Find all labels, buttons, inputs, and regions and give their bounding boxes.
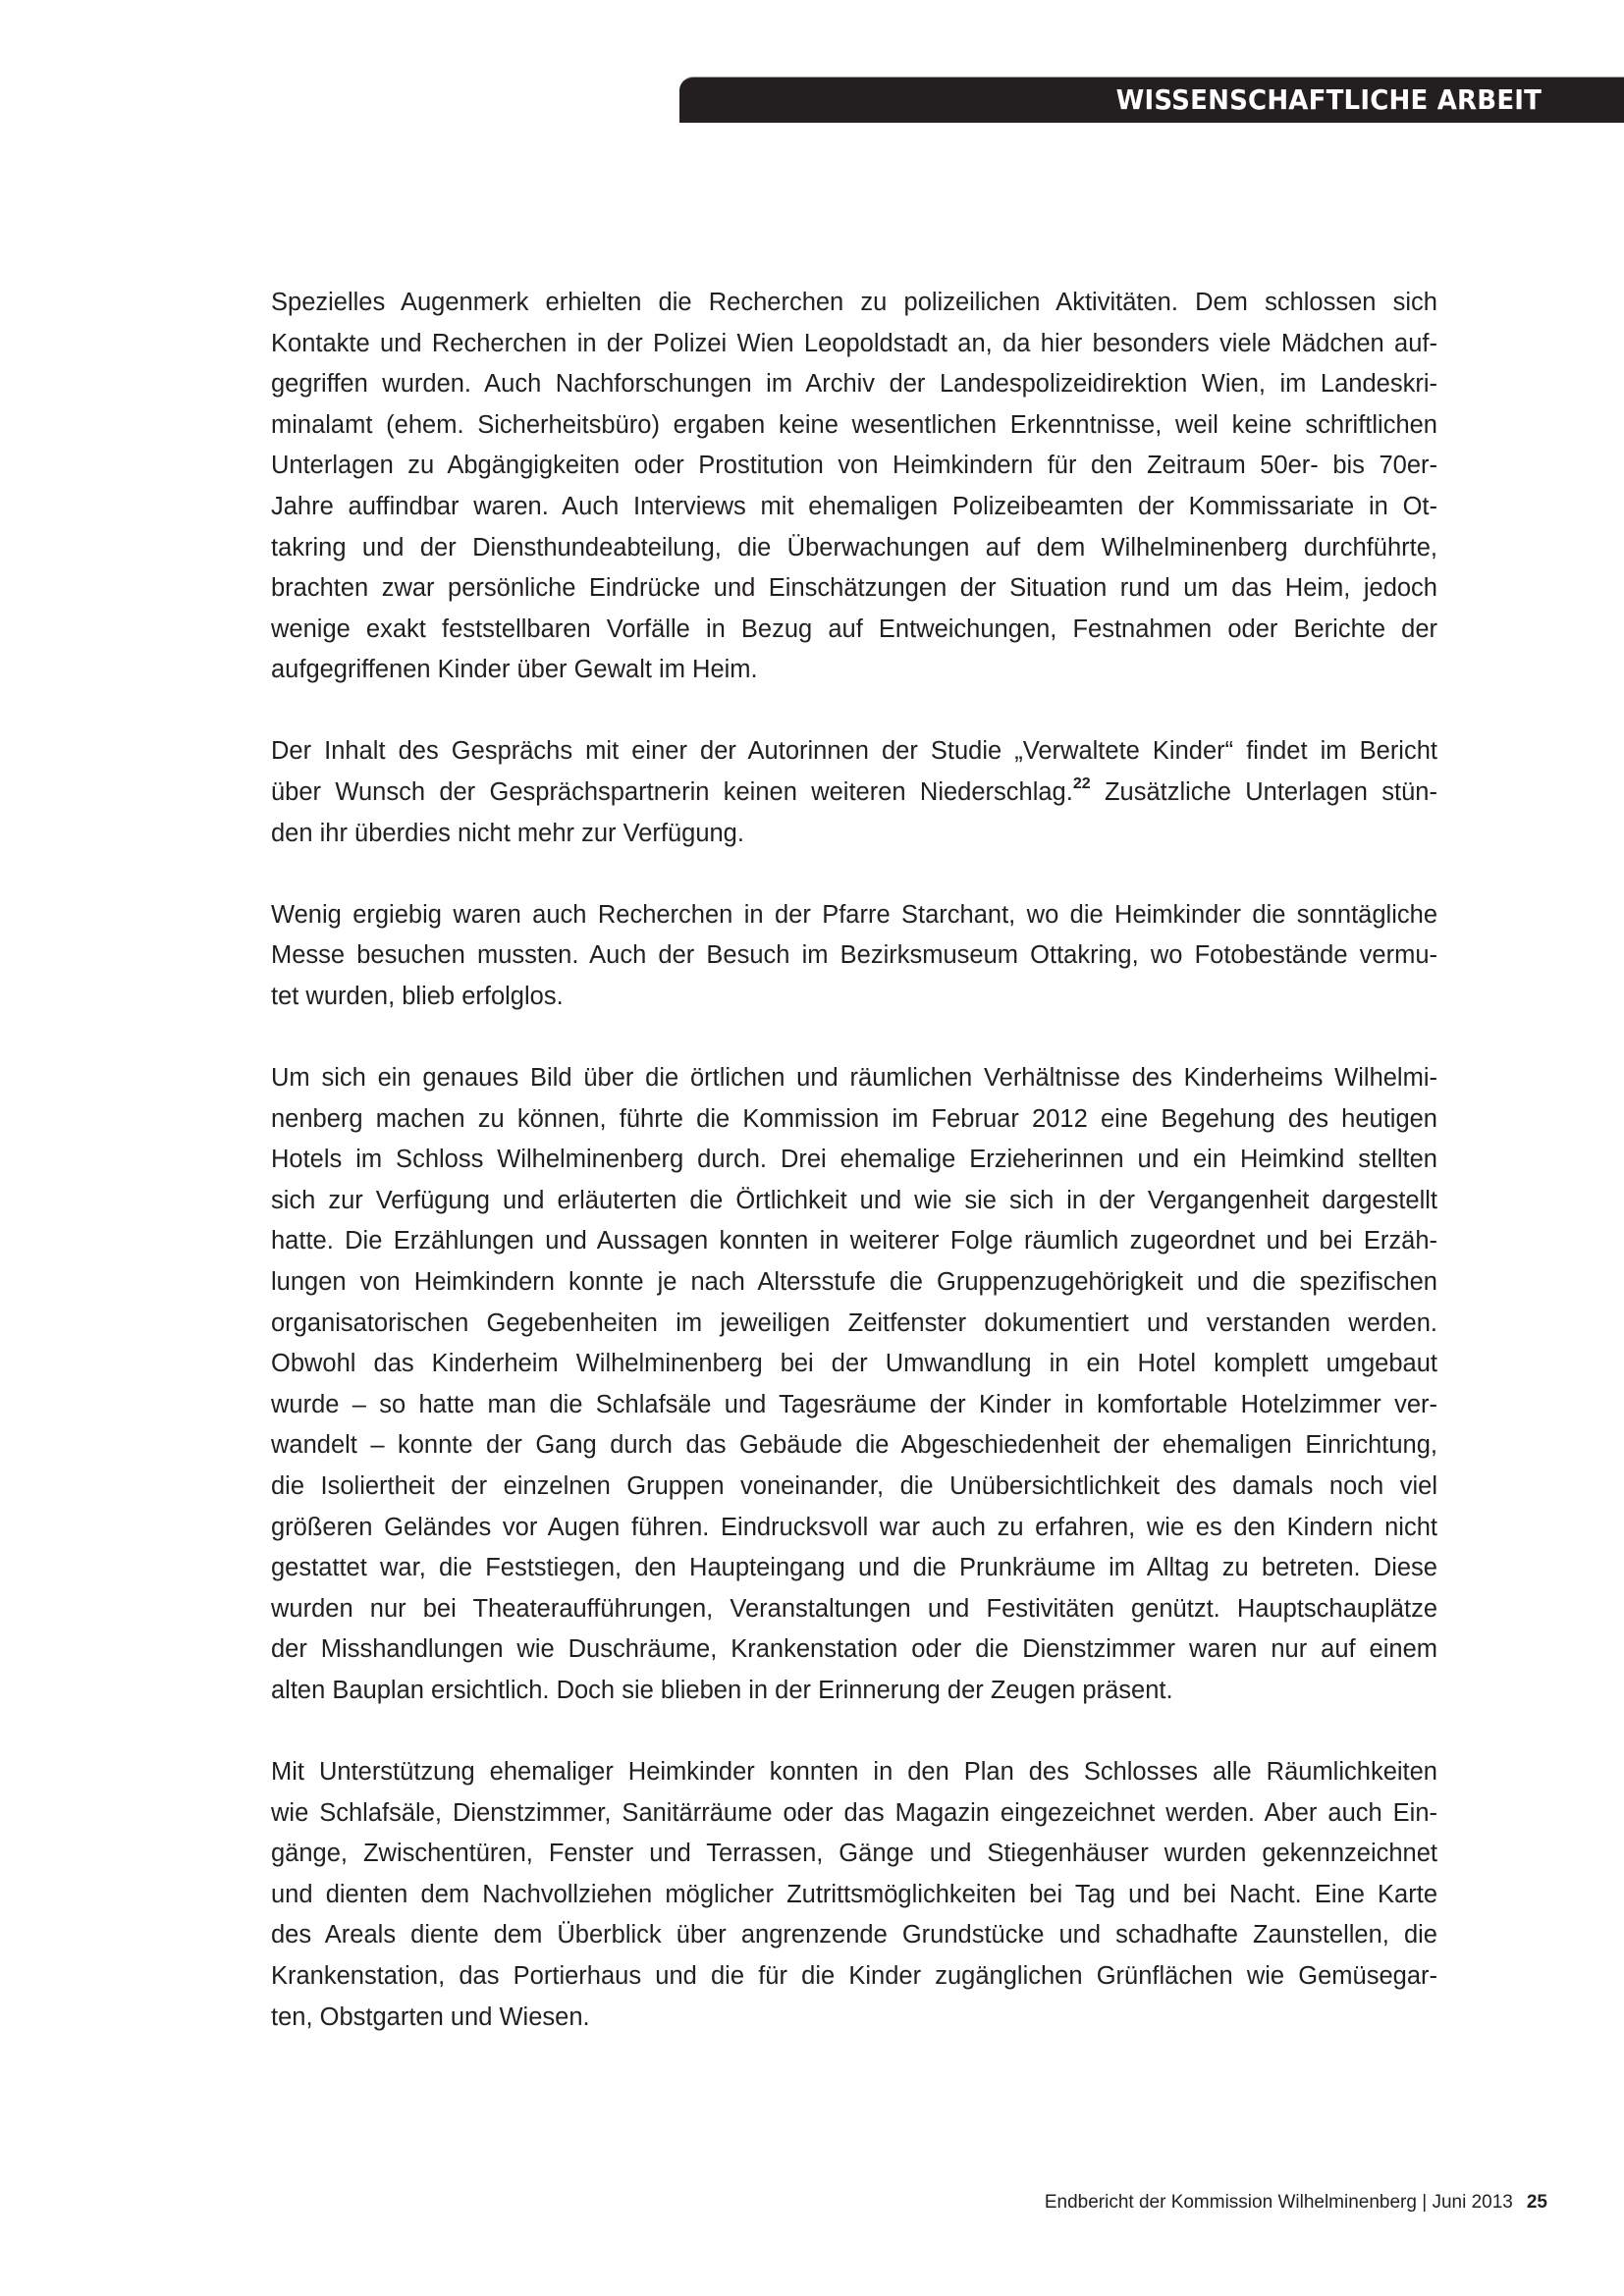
body-text [271,283,1437,2079]
text-line: aufgegriffenen Kinder über Gewalt im Heim. [271,656,758,684]
text-line: Krankenstation, das Portierhaus und die für die Kinder zugänglichen Grünflächen wie Gemüsegar- [271,1961,1437,1990]
text-line: ten, Obstgarten und Wiesen. [271,2002,590,2031]
text-line: nenberg machen zu können, führte die Kommission im Februar 2012 eine Begehung des heutigen [271,1104,1437,1133]
text-line: Jahre auffindbar waren. Auch Interviews mit ehemaligen Polizeibeamten der Kommissariate in Ot- [271,492,1437,520]
text-line: sich zur Verfügung und erläuterten die Örtlichkeit und wie sie sich in der Vergangenheit dargestellt [271,1186,1437,1214]
text-line: hatte. Die Erzählungen und Aussagen konnten in weiterer Folge räumlich zugeordnet und bei Erzäh- [271,1227,1437,1255]
text-line: takring und der Diensthundeabteilung, die Überwachungen auf dem Wilhelminenberg durchführte, [271,533,1437,561]
text-segment: über Wunsch der Gesprächspartnerin keinen weiteren Niederschlag. [271,778,1073,807]
text-line: lungen von Heimkindern konnte je nach Altersstufe die Gruppenzugehörigkeit und die spezifischen [271,1267,1437,1296]
text-line: größeren Geländes vor Augen führen. Eindrucksvoll war auch zu erfahren, wie es den Kindern nicht [271,1513,1437,1541]
text-line: gegriffen wurden. Auch Nachforschungen im Archiv der Landespolizeidirektion Wien, im Landeskri- [271,370,1437,399]
text-line: Unterlagen zu Abgängigkeiten oder Prostitution von Heimkindern für den Zeitraum 50er- bis 70er- [271,452,1437,480]
paragraph-parish-research [271,895,1437,1018]
text-line: wurde – so hatte man die Schlafsäle und Tagesräume der Kinder in komfortable Hotelzimmer ver- [271,1390,1437,1418]
text-line: des Areals diente dem Überblick über angrenzende Grundstücke und schadhafte Zaunstellen, die [271,1921,1437,1949]
section-header-bar [679,77,1624,123]
text-line: wie Schlafsäle, Dienstzimmer, Sanitärräume oder das Magazin eingezeichnet werden. Aber auch Ein- [271,1798,1437,1827]
text-line: minalamt (ehem. Sicherheitsbüro) ergaben keine wesentlichen Erkenntnisse, weil keine schriftlichen [271,410,1437,439]
text-line: Um sich ein genaues Bild über die örtlichen und räumlichen Verhältnisse des Kinderheims Wilhelmi- [271,1064,1437,1092]
paragraph-police-research [271,283,1437,691]
paragraph-castle-plan [271,1752,1437,2038]
text-line: alten Bauplan ersichtlich. Doch sie blieben in der Erinnerung der Zeugen präsent. [271,1676,1173,1704]
text-line: Kontakte und Recherchen in der Polizei Wien Leopoldstadt an, da hier besonders viele Mädchen auf- [271,329,1437,357]
text-line: der Misshandlungen wie Duschräume, Krankenstation oder die Dienstzimmer waren nur auf einem [271,1635,1437,1664]
text-line: Wenig ergiebig waren auch Recherchen in der Pfarre Starchant, wo die Heimkinder die sonntägliche [271,900,1437,929]
text-line: Hotels im Schloss Wilhelminenberg durch. Drei ehemalige Erzieherinnen und ein Heimkind stellten [271,1146,1437,1174]
paragraph-author-conversation [271,731,1437,854]
text-line-with-footnote [271,773,1437,814]
text-line: wurden nur bei Theateraufführungen, Veranstaltungen und Festivitäten genützt. Hauptschauplätze [271,1594,1437,1623]
text-line: gestattet war, die Feststiegen, den Haupteingang und die Prunkräume im Alltag zu betreten. Diese [271,1554,1437,1582]
footnote-reference[interactable]: 22 [1072,775,1091,793]
text-line: gänge, Zwischentüren, Fenster und Terrassen, Gänge und Stiegenhäuser wurden gekennzeichnet [271,1840,1437,1868]
page-number: 25 [1526,2192,1547,2213]
text-line: und dienten dem Nachvollziehen möglicher Zutrittsmöglichkeiten bei Tag und bei Nacht. Eine Karte [271,1880,1437,1908]
text-line: den ihr überdies nicht mehr zur Verfügung. [271,819,744,847]
text-line: Obwohl das Kinderheim Wilhelminenberg bei der Umwandlung in ein Hotel komplett umgebaut [271,1350,1437,1378]
page-footer [1045,2191,1547,2215]
text-line: die Isoliertheit der einzelnen Gruppen voneinander, die Unübersichtlichkeit des damals noch viel [271,1471,1437,1500]
text-line: Mit Unterstützung ehemaliger Heimkinder konnten in den Plan des Schlosses alle Räumlichkeiten [271,1758,1437,1786]
text-line: tet wurden, blieb erfolglos. [271,982,564,1010]
text-segment: Zusätzliche Unterlagen stün- [1090,778,1437,807]
text-line: Spezielles Augenmerk erhielten die Recherchen zu polizeilichen Aktivitäten. Dem schlossen sich [271,289,1437,316]
text-line: Der Inhalt des Gesprächs mit einer der Autorinnen der Studie „Verwaltete Kinder“ findet im Bericht [271,737,1437,766]
text-line: wenige exakt feststellbaren Vorfälle in Bezug auf Entweichungen, Festnahmen oder Berichte der [271,614,1437,643]
text-line: organisatorischen Gegebenheiten im jeweiligen Zeitfenster dokumentiert und verstanden werden. [271,1308,1437,1337]
section-title: WISSENSCHAFTLICHE ARBEIT [1115,83,1542,116]
text-line: brachten zwar persönliche Eindrücke und Einschätzungen der Situation rund um das Heim, jedoch [271,574,1437,603]
text-line: wandelt – konnte der Gang durch das Gebäude die Abgeschiedenheit der ehemaligen Einrichtung, [271,1431,1437,1460]
paragraph-site-inspection [271,1058,1437,1712]
text-line: Messe besuchen mussten. Auch der Besuch im Bezirksmuseum Ottakring, wo Fotobestände vermu- [271,941,1437,970]
publication-info: Endbericht der Kommission Wilhelminenberg | Juni 2013 [1044,2192,1513,2213]
